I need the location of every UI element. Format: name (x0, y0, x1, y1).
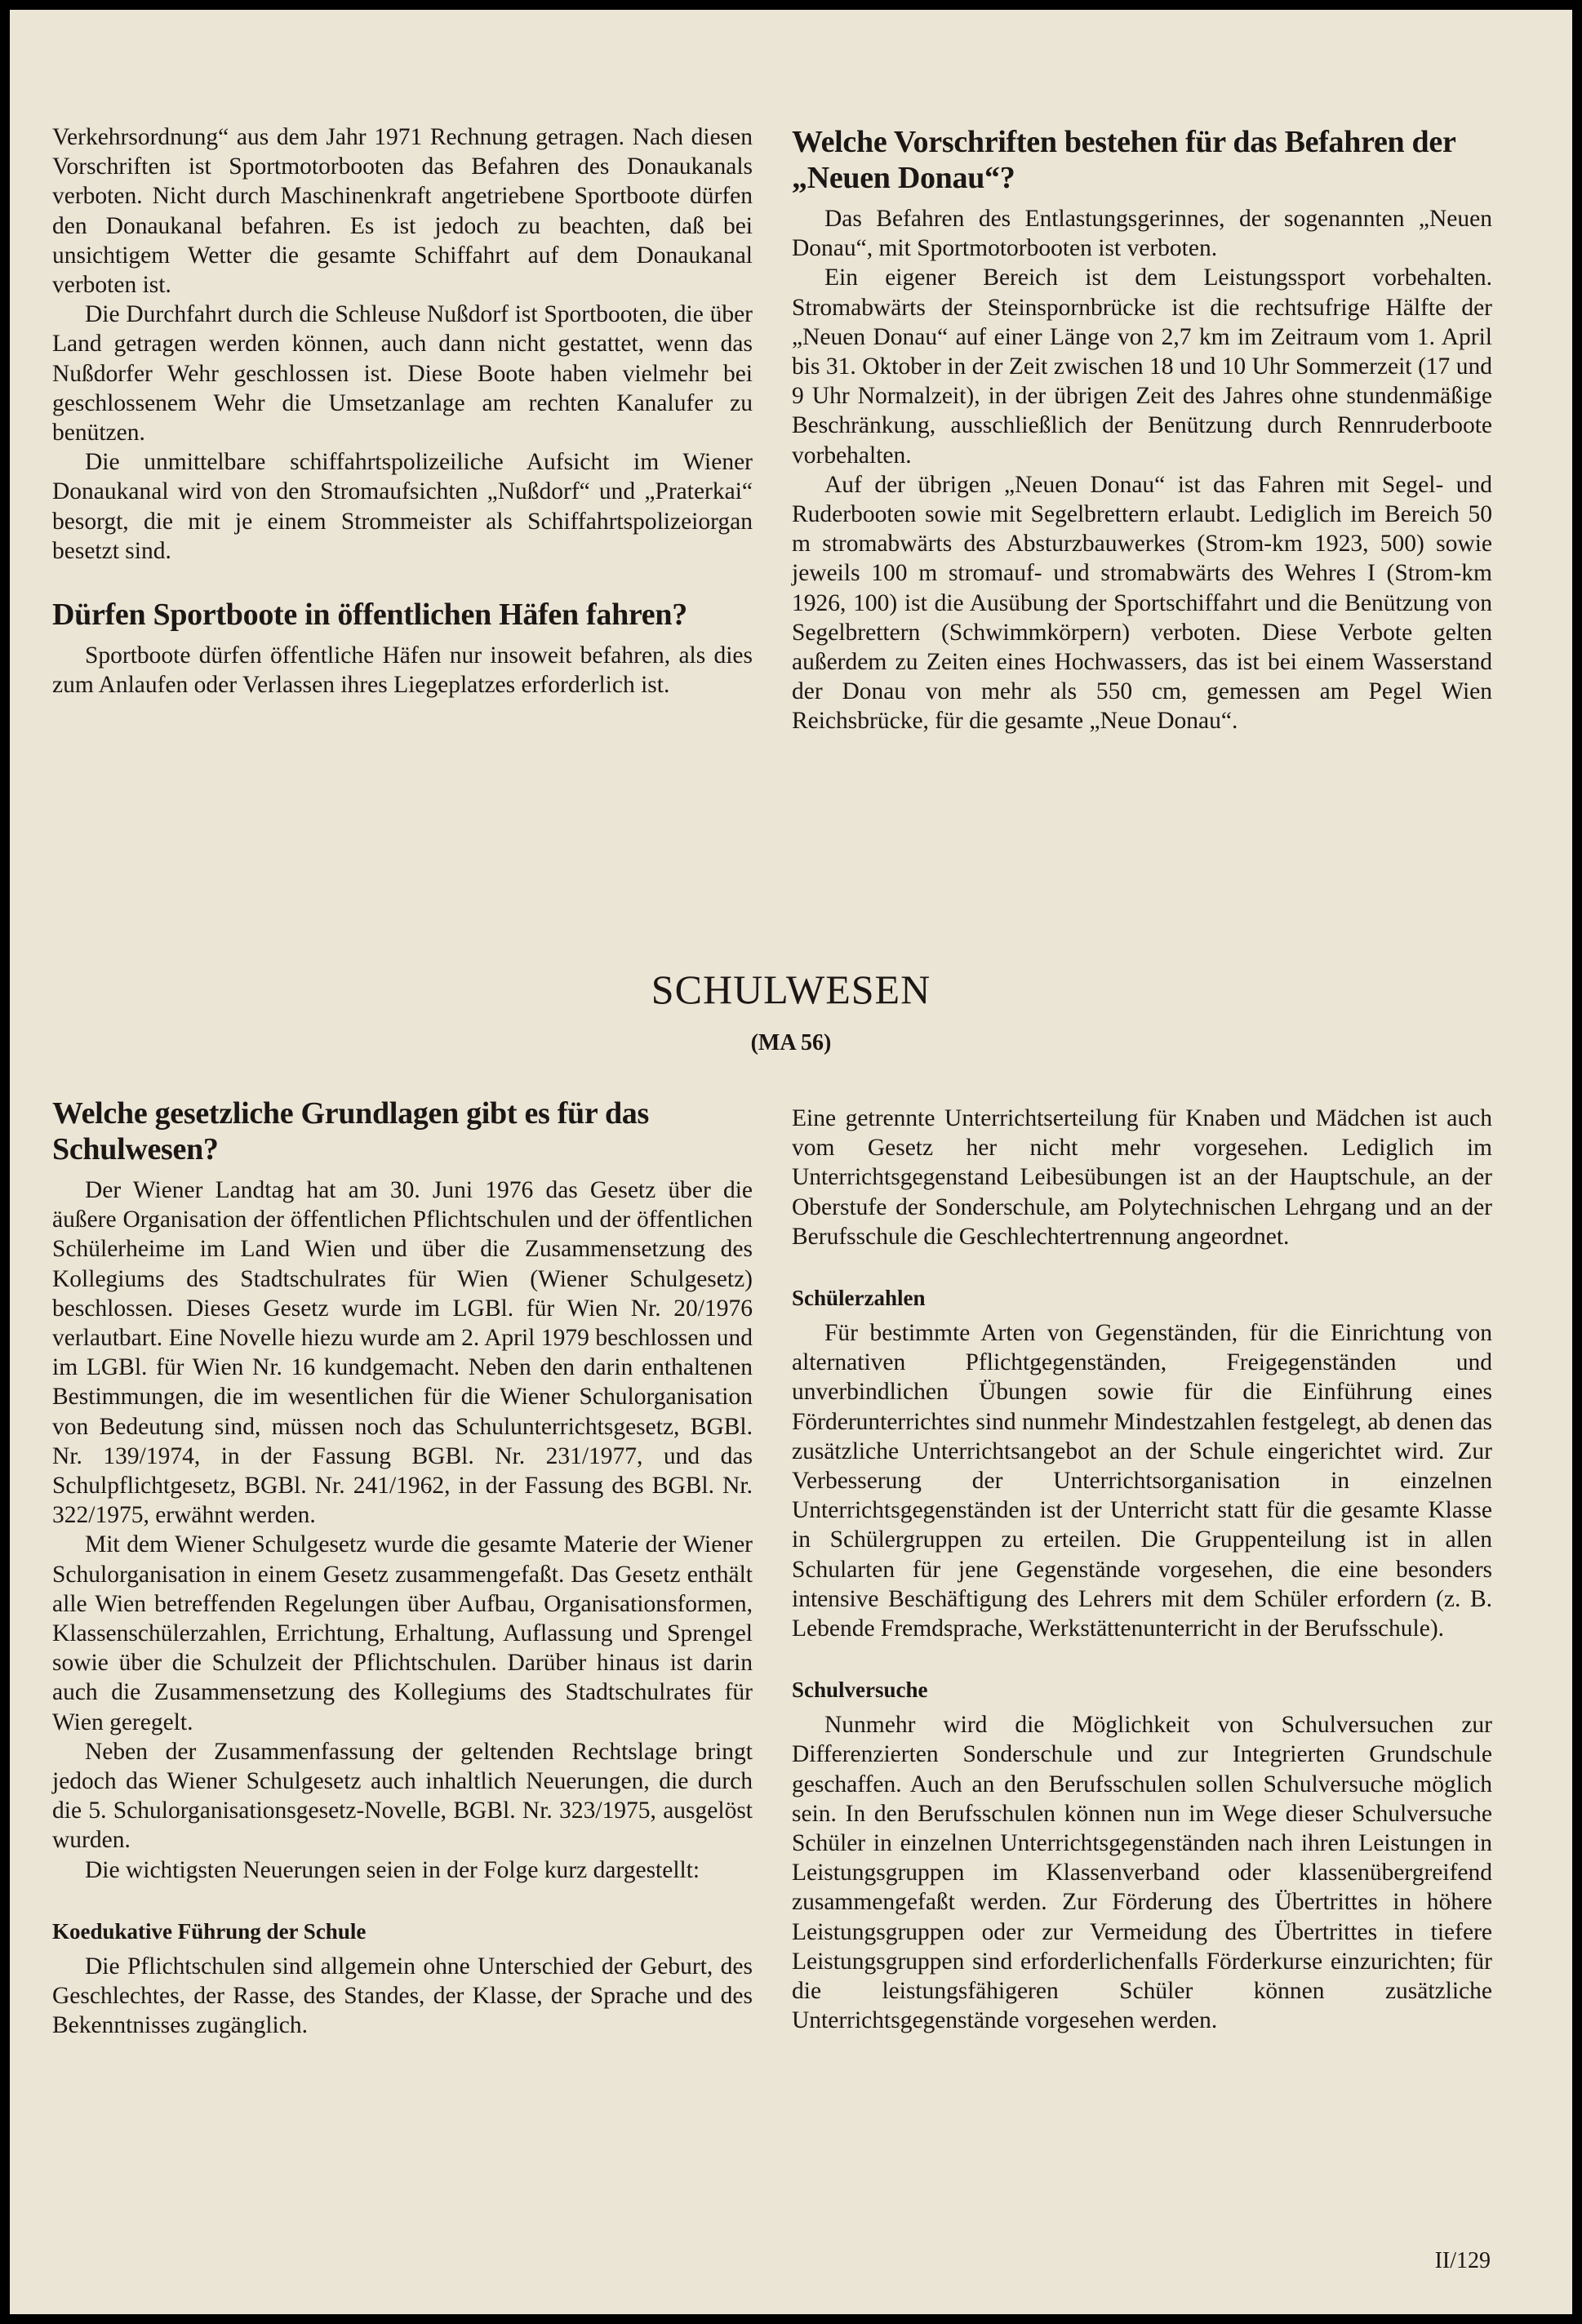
section-heading: Welche Vorschriften bestehen für das Befahren der „Neuen Donau“? (792, 125, 1455, 195)
paragraph: Auf der übrigen „Neuen Donau“ ist das Fahren mit Segel- und Ruderbooten sowie mit Segelbrettern erlaubt. Lediglich im Bereich 50 m stromabwärts des Absturzbauwerkes (Strom-km 1923, 500) sowie jeweils 100 m stromauf- und stromabwärts des Wehres I (Strom-km 1926, 100) ist die Ausübung der Sportschiffahrt und die Benützung von Segelbrettern (Schwimmkörpern) verboten. Diese Verbote gelten außerdem zu Zeiten eines Hochwassers, das ist bei einem Wasserstand der Donau von mehr als 550 cm, gemessen am Pegel Wien Reichsbrücke, für die gesamte „Neue Donau“. (792, 471, 1492, 735)
bottom-right-column (792, 1104, 1492, 2035)
paragraph: Neben der Zusammenfassung der geltenden Rechtslage bringt jedoch das Wiener Schulgesetz auch inhaltlich Neuerungen, die durch die 5. Schulorganisationsgesetz-Novelle, BGBl. Nr. 323/1975, ausgelöst wurden. (52, 1738, 753, 1854)
section-heading: Welche gesetzliche Grundlagen gibt es für das Schulwesen? (52, 1096, 649, 1166)
bottom-left-column (52, 1095, 753, 2040)
page-number: II/129 (1434, 2248, 1491, 2273)
paragraph: Eine getrennte Unterrichtserteilung für Knaben und Mädchen ist auch vom Gesetz her nicht mehr vorgesehen. Lediglich im Unterrichtsgegenstand Leibesübungen ist an der Hauptschule, an der Oberstufe der Sonderschule, am Polytechnischen Lehrgang und an der Berufsschule die Geschlechtertrennung angeordnet. (792, 1105, 1492, 1250)
paragraph: Für bestimmte Arten von Gegenständen, für die Einrichtung von alternativen Pflichtgegenständen, Freigegenständen und unverbindlichen Übungen sowie für die Einführung eines Förderunterrichtes sind nunmehr Mindestzahlen festgelegt, ab denen das zusätzliche Unterrichtsangebot an der Schule eingerichtet wird. Zur Verbesserung der Unterrichtsorganisation in einzelnen Unterrichtsgegenständen ist der Unterricht statt für die gesamte Klasse in Schülergruppen zu erteilen. Die Gruppenteilung ist in allen Schularten für jene Gegenstände vorgesehen, die eine besonders intensive Beschäftigung des Lehrers mit dem Schüler erfordern (z. B. Lebende Fremdsprache, Werkstättenunterricht in der Berufsschule). (792, 1320, 1492, 1642)
subheading: Schulversuche (792, 1677, 928, 1703)
top-left-column (52, 122, 753, 700)
paragraph: Die wichtigsten Neuerungen seien in der Folge kurz dargestellt: (85, 1856, 700, 1883)
paragraph: Die Pflichtschulen sind allgemein ohne Unterschied der Geburt, des Geschlechtes, der Rasse, des Standes, der Klasse, der Sprache und des Bekenntnisses zugänglich. (52, 1953, 753, 2039)
paragraph: Die unmittelbare schiffahrtspolizeiliche Aufsicht im Wiener Donaukanal wird von den Stromaufsichten „Nußdorf“ und „Praterkai“ besorgt, die mit je einem Strommeister als Schiffahrtspolizeiorgan besetzt sind. (52, 449, 753, 564)
top-right-column (792, 124, 1492, 736)
paragraph: Mit dem Wiener Schulgesetz wurde die gesamte Materie der Wiener Schulorganisation in einem Gesetz zusammengefaßt. Das Gesetz enthält alle Wien betreffenden Regelungen über Aufbau, Organisationsformen, Klassenschülerzahlen, Errichtung, Erhaltung, Auflassung und Sprengel sowie über die Schulzeit der Pflichtschulen. Darüber hinaus ist darin auch die Zusammensetzung des Kollegiums des Stadtschulrates für Wien geregelt. (52, 1531, 753, 1735)
paragraph: Sportboote dürfen öffentliche Häfen nur insoweit befahren, als dies zum Anlaufen oder Verlassen ihres Liegeplatzes erforderlich ist. (52, 642, 753, 699)
paragraph: Der Wiener Landtag hat am 30. Juni 1976 das Gesetz über die äußere Organisation der öffentlichen Pflichtschulen und der öffentlichen Schülerheime im Land Wien und über die Zusammensetzung des Kollegiums des Stadtschulrates für Wien (Wiener Schulgesetz) beschlossen. Dieses Gesetz wurde im LGBl. für Wien Nr. 20/1976 verlautbart. Eine Novelle hiezu wurde am 2. April 1979 beschlossen und im LGBl. für Wien Nr. 16 kundgemacht. Neben den darin enthaltenen Bestimmungen, die im wesentlichen für die Wiener Schulorganisation von Bedeutung sind, müssen noch das Schulunterrichtsgesetz, BGBl. Nr. 139/1974, in der Fassung BGBl. Nr. 231/1977, und das Schulpflichtgesetz, BGBl. Nr. 241/1962, in der Fassung des BGBl. Nr. 322/1975, erwähnt werden. (52, 1177, 753, 1529)
document-page (10, 10, 1572, 2314)
section-subtitle: (MA 56) (750, 1030, 832, 1055)
paragraph: Die Durchfahrt durch die Schleuse Nußdorf ist Sportbooten, die über Land getragen werden können, auch dann nicht gestattet, wenn das Nußdorfer Wehr geschlossen ist. Diese Boote haben vielmehr bei geschlossenem Wehr die Umsetzanlage am rechten Kanalufer zu benützen. (52, 301, 753, 447)
paragraph: Verkehrsordnung“ aus dem Jahr 1971 Rechnung getragen. Nach diesen Vorschriften ist Sportmotorbooten das Befahren des Donaukanals verboten. Nicht durch Maschinenkraft angetriebene Sportboote dürfen den Donaukanal befahren. Es ist jedoch zu beachten, daß bei unsichtigem Wetter die gesamte Schiffahrt auf dem Donaukanal verboten ist. (52, 124, 753, 299)
paragraph: Das Befahren des Entlastungsgerinnes, der sogenannten „Neuen Donau“, mit Sportmotorbooten ist verboten. (792, 206, 1492, 262)
subheading: Schülerzahlen (792, 1286, 926, 1311)
subheading: Koedukative Führung der Schule (52, 1918, 367, 1944)
paragraph: Nunmehr wird die Möglichkeit von Schulversuchen zur Differenzierten Sonderschule und zur Integrierten Grundschule geschaffen. Auch an den Berufsschulen sollen Schulversuche möglich sein. In den Berufsschulen können nun im Wege dieser Schulversuche Schüler in einzelnen Unterrichtsgegenständen nach ihren Leistungen in Leistungsgruppen im Klassenverband oder klassenübergreifend zusammengefaßt werden. Zur Förderung des Übertrittes in höhere Leistungsgruppen oder zur Vermeidung des Übertrittes in tiefere Leistungsgruppen sind erforderlichenfalls Förderkurse einzurichten; für die leistungsfähigeren Schüler können zusätzliche Unterrichtsgegenstände vorgesehen werden. (792, 1712, 1492, 2034)
paragraph: Ein eigener Bereich ist dem Leistungssport vorbehalten. Stromabwärts der Steinspornbrücke ist die rechtsufrige Hälfte der „Neuen Donau“ auf einer Länge von 2,7 km im Zeitraum vom 1. April bis 31. Oktober in der Zeit zwischen 18 und 10 Uhr Sommerzeit (17 und 9 Uhr Normalzeit), in der übrigen Zeit des Jahres ohne stundenmäßige Beschränkung, ausschließlich der Benützung durch Rennruderboote vorbehalten. (792, 264, 1492, 469)
section-heading: Dürfen Sportboote in öffentlichen Häfen fahren? (52, 598, 687, 633)
section-title: SCHULWESEN (651, 966, 931, 1012)
